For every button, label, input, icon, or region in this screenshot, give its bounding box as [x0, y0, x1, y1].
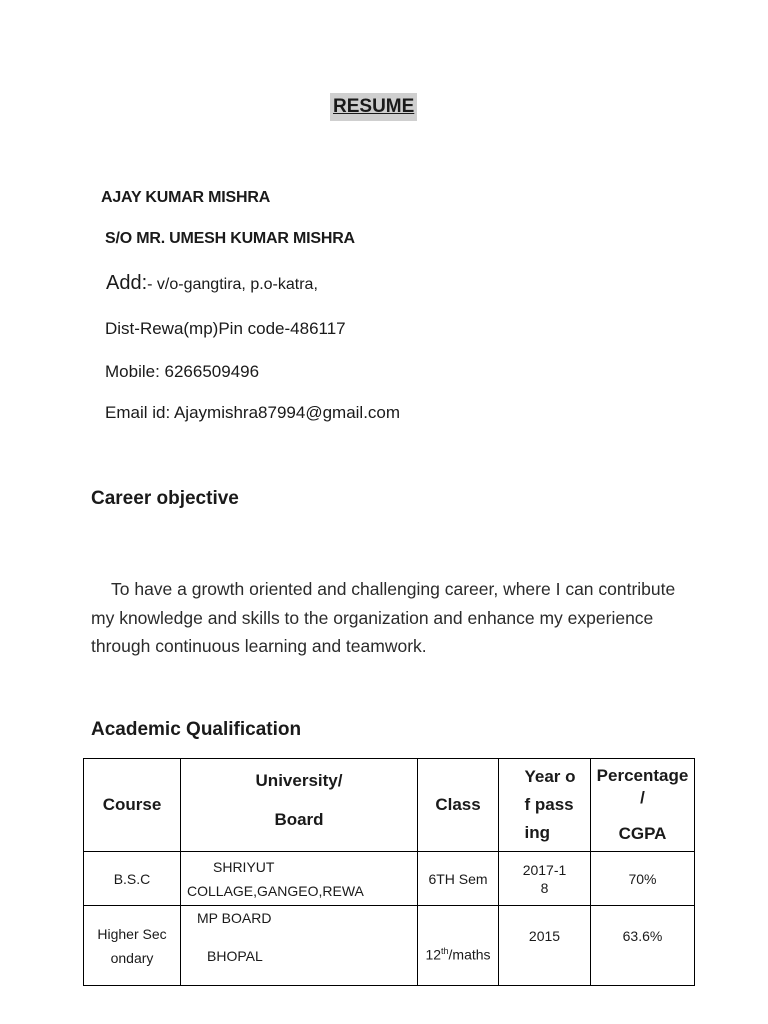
- header-year-text: Year of passing: [524, 767, 576, 842]
- cell-university: [181, 852, 418, 906]
- table-row: [84, 852, 695, 906]
- cell-year: 2015: [499, 906, 591, 986]
- cell-percentage: 63.6%: [591, 906, 695, 986]
- cell-class: [418, 906, 499, 986]
- cell-class: 6TH Sem: [418, 852, 499, 906]
- address-label: Add:: [106, 272, 148, 294]
- cell-university-line-1: SHRIYUT: [213, 858, 275, 875]
- mobile-number: Mobile: 6266509496: [105, 362, 260, 381]
- header-percentage: [591, 759, 695, 852]
- table-header-row: [84, 759, 695, 852]
- cell-year: [499, 852, 591, 906]
- email-address: Email id: Ajaymishra87994@gmail.com: [105, 403, 401, 422]
- cell-class-subject: /maths: [448, 946, 491, 963]
- resume-title: RESUME: [330, 93, 417, 121]
- father-name: S/O MR. UMESH KUMAR MISHRA: [105, 230, 355, 247]
- header-percentage-line-1: Percentage /: [596, 766, 689, 807]
- cell-course-text: Higher Secondary: [97, 925, 167, 966]
- address-line-1: [106, 272, 318, 295]
- academic-qualification-table: [83, 758, 695, 986]
- header-year: [499, 759, 591, 852]
- header-university-line-2: Board: [274, 810, 324, 829]
- cell-class-suffix: th: [441, 946, 449, 957]
- address-line-2: Dist-Rewa(mp)Pin code-486117: [105, 319, 346, 338]
- cell-university-line-1: MP BOARD: [197, 910, 272, 926]
- career-objective-heading: Career objective: [91, 488, 239, 509]
- table-row: [84, 906, 695, 986]
- cell-course: [84, 906, 181, 986]
- header-course: Course: [84, 759, 181, 852]
- career-objective-text: To have a growth oriented and challenging career, where I can contribute my knowledge and skills to the organization and enhance my experience through continuous learning and teamwork.: [91, 579, 676, 656]
- cell-class-number: 12: [425, 946, 442, 963]
- cell-university-line-2: BHOPAL: [207, 948, 263, 964]
- header-university-line-1: University/: [255, 771, 343, 790]
- cell-course: B.S.C: [84, 852, 181, 906]
- academic-qualification-heading: Academic Qualification: [91, 719, 302, 740]
- address-line-1-text: - v/o-gangtira, p.o-katra,: [147, 276, 318, 293]
- candidate-name: AJAY KUMAR MISHRA: [101, 189, 271, 206]
- header-percentage-line-2: CGPA: [618, 824, 667, 843]
- header-class: Class: [418, 759, 499, 852]
- cell-university-line-2: COLLAGE,GANGEO,REWA: [187, 882, 364, 899]
- cell-university: [181, 906, 418, 986]
- cell-year-text: 2017-18: [522, 861, 567, 896]
- header-university: [181, 759, 418, 852]
- cell-percentage: 70%: [591, 852, 695, 906]
